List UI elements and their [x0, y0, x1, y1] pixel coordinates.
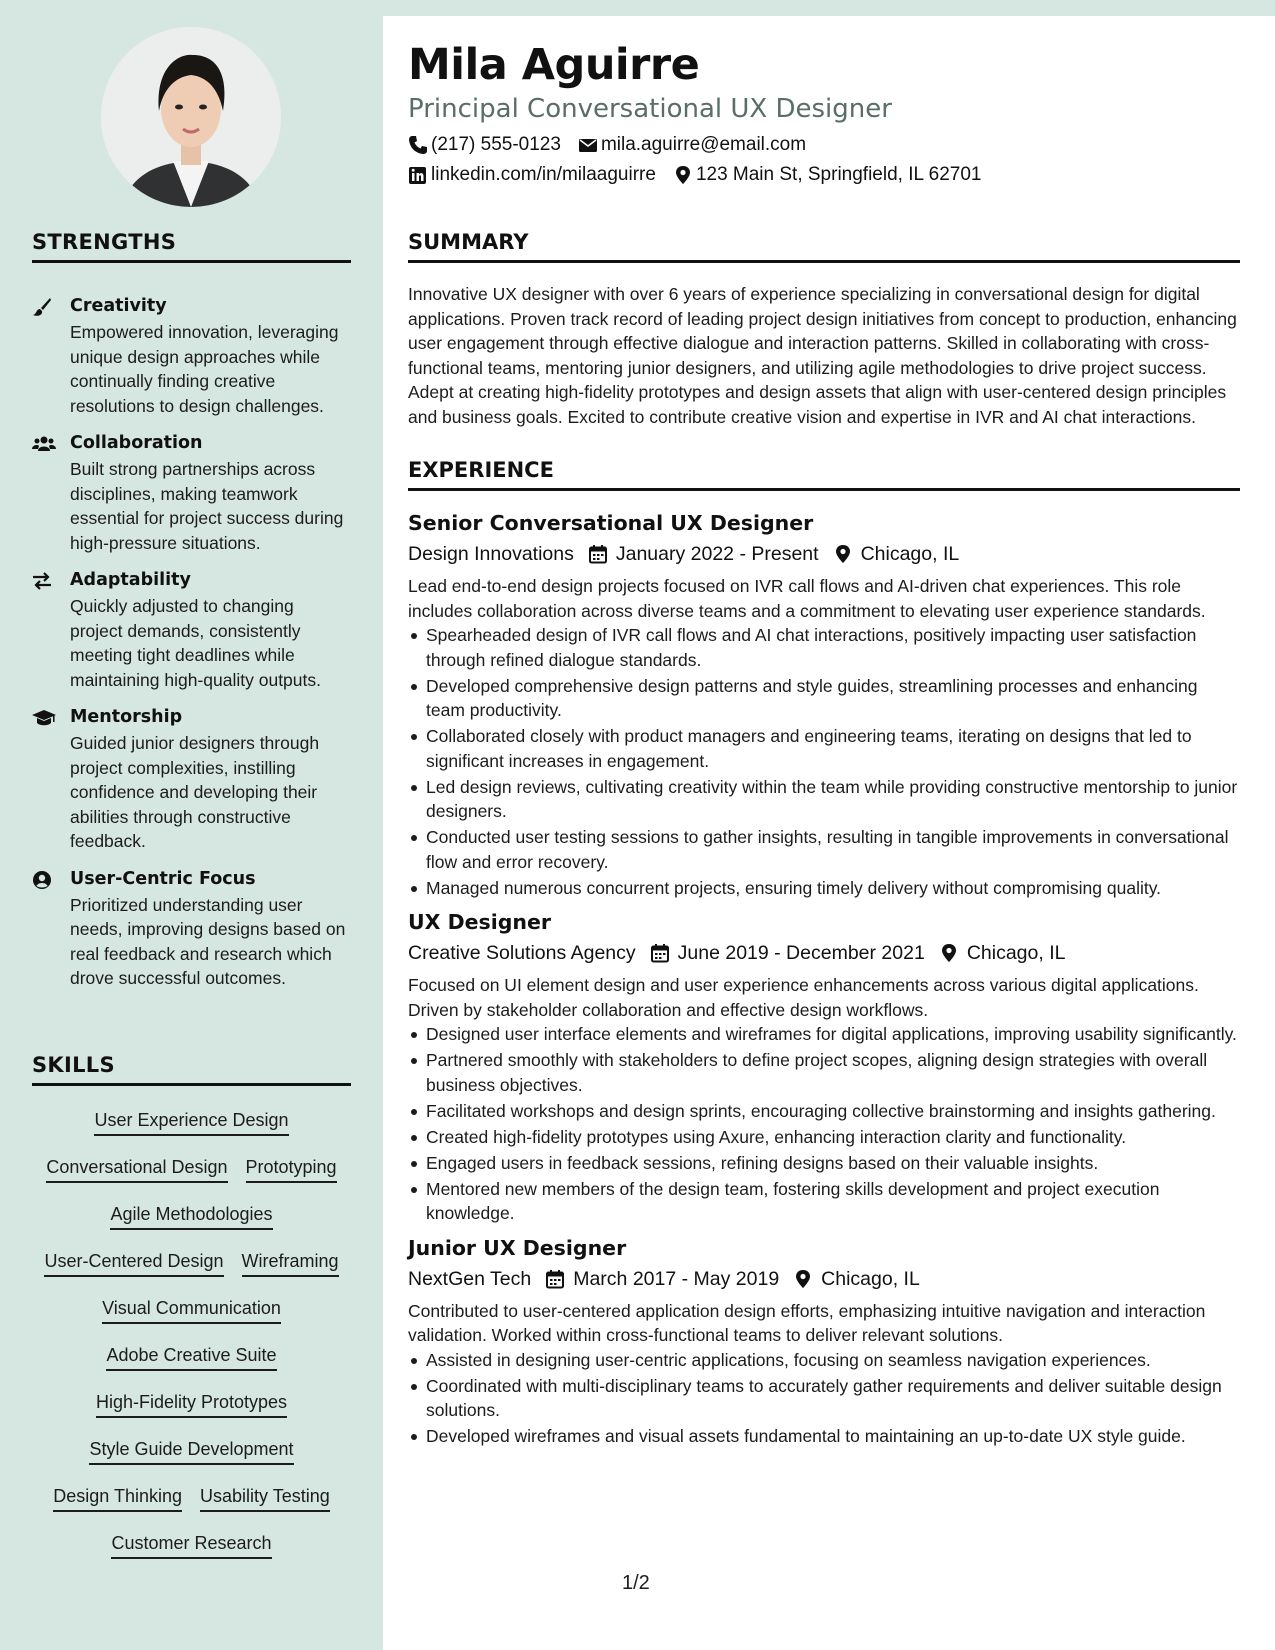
skill-tag: Visual Communication [102, 1296, 281, 1324]
job-entry [408, 510, 1240, 900]
job-bullets [408, 1022, 1240, 1226]
bullet-item: Conducted user testing sessions to gather insights, resulting in tangible improvements in conversational flow and error recovery. [408, 825, 1240, 874]
profile-photo [101, 27, 281, 207]
strength-item [32, 868, 351, 991]
strength-title: Creativity [70, 296, 167, 316]
strength-desc: Quickly adjusted to changing project demands, consistently meeting tight deadlines while maintaining high-quality outputs. [70, 596, 321, 690]
experience-list [408, 510, 1240, 1458]
bullet-item: Led design reviews, cultivating creativity within the team while providing constructive mentorship to junior designers. [408, 775, 1240, 824]
bullet-item: Developed wireframes and visual assets fundamental to maintaining an up-to-date UX style guide. [408, 1424, 1240, 1449]
skills-heading: SKILLS [32, 1053, 351, 1086]
page-number: 1/2 [622, 1572, 650, 1594]
envelope-icon [578, 135, 598, 155]
bullet-item: Mentored new members of the design team, fostering skills development and project execution knowledge. [408, 1177, 1240, 1226]
job-description: Lead end-to-end design projects focused on IVR call flows and AI-driven chat experiences. This role includes collaboration across diverse teams and a commitment to elevating user experience standards. [408, 576, 1206, 621]
strength-item [32, 569, 351, 692]
contact-row-1 [408, 134, 823, 156]
bullet-item: Partnered smoothly with stakeholders to define project scopes, aligning design strategies with overall business objectives. [408, 1048, 1240, 1097]
strength-desc: Built strong partnerships across disciplines, making teamwork essential for project success during high-pressure situations. [70, 459, 344, 553]
strengths-heading: STRENGTHS [32, 230, 351, 263]
contact-linkedin[interactable] [408, 164, 656, 186]
bullet-item: Developed comprehensive design patterns and style guides, streamlining processes and enhancing team productivity. [408, 674, 1240, 723]
bullet-item: Created high-fidelity prototypes using Axure, enhancing interaction clarity and functionality. [408, 1125, 1240, 1150]
map-pin-icon [833, 544, 853, 564]
sidebar [32, 0, 351, 1650]
address-text: 123 Main St, Springfield, IL 62701 [695, 164, 982, 185]
job-dates: June 2019 - December 2021 [677, 942, 925, 964]
contact-email[interactable] [578, 134, 806, 156]
candidate-role: Principal Conversational UX Designer [408, 94, 892, 124]
strength-item [32, 432, 351, 555]
contact-phone [408, 134, 561, 156]
job-dates: March 2017 - May 2019 [573, 1267, 780, 1290]
graduation-cap-icon [32, 708, 54, 728]
job-location: Chicago, IL [860, 543, 960, 565]
strength-title: Adaptability [70, 570, 191, 590]
calendar-icon [545, 1269, 565, 1289]
summary-heading: SUMMARY [408, 230, 1240, 263]
skill-tag: Design Thinking [53, 1484, 182, 1512]
bullet-item: Collaborated closely with product managers and engineering teams, iterating on designs that led to significant increases in engagement. [408, 724, 1240, 773]
map-pin-icon [793, 1269, 813, 1289]
contact-address [673, 164, 982, 186]
strength-item [32, 706, 351, 854]
job-company: NextGen Tech [408, 1267, 532, 1290]
strength-title: Mentorship [70, 707, 183, 727]
strength-desc: Guided junior designers through project complexities, instilling confidence and developing their abilities through constructive feedback. [70, 733, 320, 851]
job-entry [408, 909, 1240, 1226]
summary-text: Innovative UX designer with over 6 years of experience specializing in conversational design for digital applications. Proven track record of leading project design initiatives from concept to production, enhancing user engagement through effective dialogue and interaction patterns. Skilled in collaborating with cross-functional teams, mentoring junior designers, and utilizing agile methodologies to drive project success. Adept at creating high-fidelity prototypes and design assets that align with user-centered design principles and business goals. Excited to contribute creative vision and expertise in IVR and AI chat interactions. [408, 284, 1237, 427]
contact-row-2 [408, 164, 998, 186]
calendar-icon [588, 544, 608, 564]
job-description: Focused on UI element design and user experience enhancements across various digital applications. Driven by stakeholder collaboration and effective design workflows. [408, 975, 1199, 1020]
bullet-item: Spearheaded design of IVR call flows and AI chat interactions, positively impacting user satisfaction through refined dialogue standards. [408, 623, 1240, 672]
bullet-item: Managed numerous concurrent projects, ensuring timely delivery without compromising quality. [408, 876, 1240, 901]
candidate-name: Mila Aguirre [408, 40, 700, 90]
exchange-arrows-icon [32, 571, 54, 591]
bullet-item: Assisted in designing user-centric applications, focusing on seamless navigation experiences. [408, 1348, 1240, 1373]
skill-tag: Conversational Design [46, 1155, 227, 1183]
skill-tag: Usability Testing [200, 1484, 330, 1512]
job-bullets [408, 623, 1240, 900]
job-entry [408, 1235, 1240, 1449]
job-location: Chicago, IL [966, 942, 1066, 964]
bullet-item: Coordinated with multi-disciplinary teams to accurately gather requirements and deliver suitable design solutions. [408, 1374, 1240, 1423]
phone-icon [408, 135, 428, 155]
email-text: mila.aguirre@email.com [600, 134, 807, 155]
job-title: Junior UX Designer [408, 1235, 627, 1260]
job-bullets [408, 1348, 1240, 1449]
skill-tag: User-Centered Design [44, 1249, 223, 1277]
user-circle-icon [32, 870, 54, 890]
map-pin-icon [939, 943, 959, 963]
phone-text: (217) 555-0123 [431, 134, 561, 155]
strength-title: User-Centric Focus [70, 868, 256, 889]
users-icon [32, 434, 54, 454]
skill-tag: Agile Methodologies [110, 1202, 272, 1230]
job-title: Senior Conversational UX Designer [408, 511, 814, 535]
strength-item [32, 295, 351, 418]
skill-tag: Prototyping [246, 1155, 337, 1183]
strength-desc: Empowered innovation, leveraging unique design approaches while continually finding creative resolutions to design challenges. [70, 322, 339, 416]
job-meta [408, 541, 1240, 567]
skill-tag: Wireframing [242, 1249, 339, 1277]
job-meta [408, 940, 1240, 966]
job-title: UX Designer [408, 910, 552, 934]
linkedin-text: linkedin.com/in/milaaguirre [431, 164, 656, 185]
bullet-item: Designed user interface elements and wireframes for digital applications, improving usability significantly. [408, 1022, 1240, 1047]
skill-tag: Customer Research [111, 1531, 271, 1559]
job-company: Design Innovations [408, 543, 574, 565]
skill-tag: Style Guide Development [89, 1437, 293, 1465]
skill-tag: User Experience Design [94, 1108, 288, 1136]
strength-desc: Prioritized understanding user needs, improving designs based on real feedback and research which drove successful outcomes. [70, 894, 346, 988]
experience-heading: EXPERIENCE [408, 458, 1240, 491]
paintbrush-icon [32, 297, 54, 317]
skill-tag: Adobe Creative Suite [106, 1343, 276, 1371]
map-pin-icon [673, 165, 693, 185]
job-description: Contributed to user-centered application design efforts, emphasizing intuitive navigation and interaction validation. Worked within cross-functional teams to deliver relevant solutions. [408, 1300, 1206, 1345]
job-dates: January 2022 - Present [615, 543, 819, 565]
skills-list [32, 1108, 351, 1578]
strength-title: Collaboration [70, 433, 203, 453]
calendar-icon [650, 943, 670, 963]
bullet-item: Facilitated workshops and design sprints, encouraging collective brainstorming and insights gathering. [408, 1099, 1240, 1124]
strengths-list [32, 295, 351, 1005]
skill-tag: High-Fidelity Prototypes [96, 1390, 287, 1418]
job-location: Chicago, IL [821, 1267, 920, 1290]
linkedin-icon [408, 165, 428, 185]
job-company: Creative Solutions Agency [408, 942, 636, 964]
bullet-item: Engaged users in feedback sessions, refining designs based on their valuable insights. [408, 1151, 1240, 1176]
job-meta [408, 1266, 1240, 1292]
